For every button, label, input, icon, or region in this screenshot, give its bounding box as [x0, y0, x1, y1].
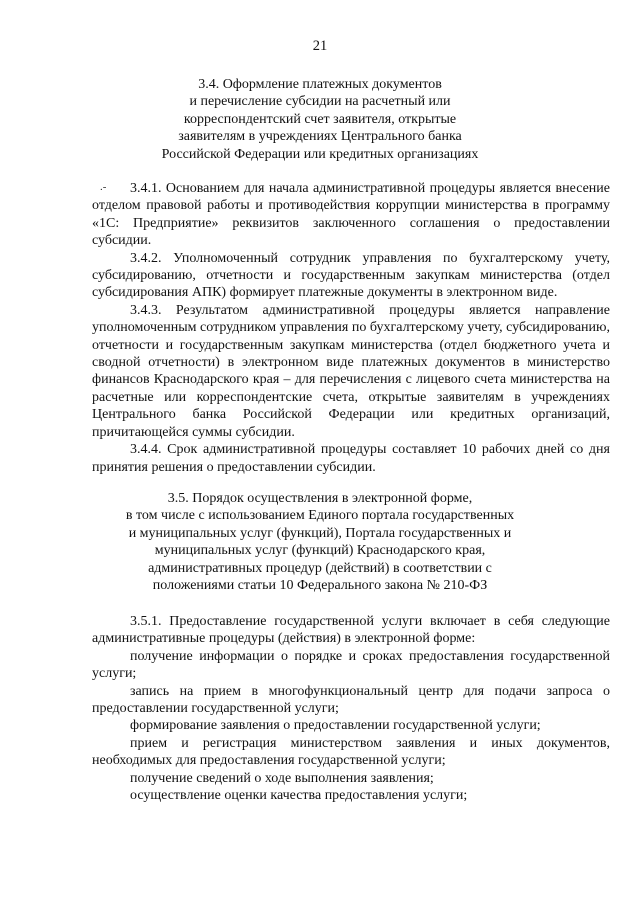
heading-line: и муниципальных услуг (функций), Портала государственных и [128, 525, 512, 541]
section-3-5-heading [0, 490, 640, 594]
heading-line: и перечисление субсидии на расчетный или [189, 94, 451, 110]
paragraph-3-5-1: 3.5.1. Предоставление государственной услуги включает в себя следующие административные процедуры (действия) в электронной форме: [92, 614, 610, 647]
heading-line: муниципальных услуг (функций) Краснодарского края, [154, 543, 486, 559]
list-item: запись на прием в многофункциональный центр для подачи запроса о предоставлении государственной услуги; [92, 683, 610, 717]
paragraph-3-4-1: 3.4.1. Основанием для начала административной процедуры является внесение отделом правовой работы и противодействия коррупции министерства в программу «1С: Предприятие» реквизитов заключенного соглашения о предоставлении субсидии. [92, 181, 610, 249]
heading-line: в том числе с использованием Единого портала государственных [125, 508, 515, 524]
list-item: прием и регистрация министерством заявления и иных документов, необходимых для предоставления государственной услуги; [92, 735, 610, 769]
page-number: 21 [312, 38, 328, 54]
heading-line: Российской Федерации или кредитных организациях [161, 146, 479, 162]
section-3-4-heading [0, 76, 640, 163]
paragraph-3-4-4: 3.4.4. Срок административной процедуры составляет 10 рабочих дней со дня принятия решения о предоставлении субсидии. [92, 442, 610, 475]
heading-line: 3.4. Оформление платежных документов [198, 77, 442, 92]
list-item: получение сведений о ходе выполнения заявления; [130, 770, 434, 786]
list-item: осуществление оценки качества предоставления услуги; [130, 788, 468, 804]
paragraph-3-4-3: 3.4.3. Результатом административной процедуры является направление уполномоченным сотрудником управления по бухгалтерскому учету, субсидированию, отчетности и государственным закупкам министерства (отдел бюджетного учета и сводной отчетности) в электронном виде платежных документов в министерство финансов Краснодарского края – для перечисления с лицевого счета министерства на расчетные или корреспондентские счета, открытые заявителям в учреждениях Центрального банка Российской Федерации или кредитных организаций, причитающейся суммы субсидии. [92, 302, 610, 440]
paragraph-3-4-2: 3.4.2. Уполномоченный сотрудник управления по бухгалтерскому учету, субсидированию, отчетности и государственным закупкам министерства (отдел субсидирования АПК) формирует платежные документы в электронном виде. [92, 250, 610, 301]
section-3-4-body [92, 180, 610, 476]
list-item: формирование заявления о предоставлении государственной услуги; [130, 718, 541, 734]
heading-line: административных процедур (действий) в соответствии с [148, 560, 492, 576]
heading-line: 3.5. Порядок осуществления в электронной форме, [167, 491, 473, 506]
heading-line: корреспондентский счет заявителя, открытые [183, 111, 457, 127]
heading-line: положениями статьи 10 Федерального закона № 210-ФЗ [152, 578, 488, 594]
heading-line: заявителям в учреждениях Центрального банка [178, 129, 462, 145]
handwritten-mark: .- [100, 181, 107, 193]
list-item: получение информации о порядке и сроках предоставления государственной услуги; [92, 648, 610, 682]
section-3-5-body [92, 613, 610, 804]
